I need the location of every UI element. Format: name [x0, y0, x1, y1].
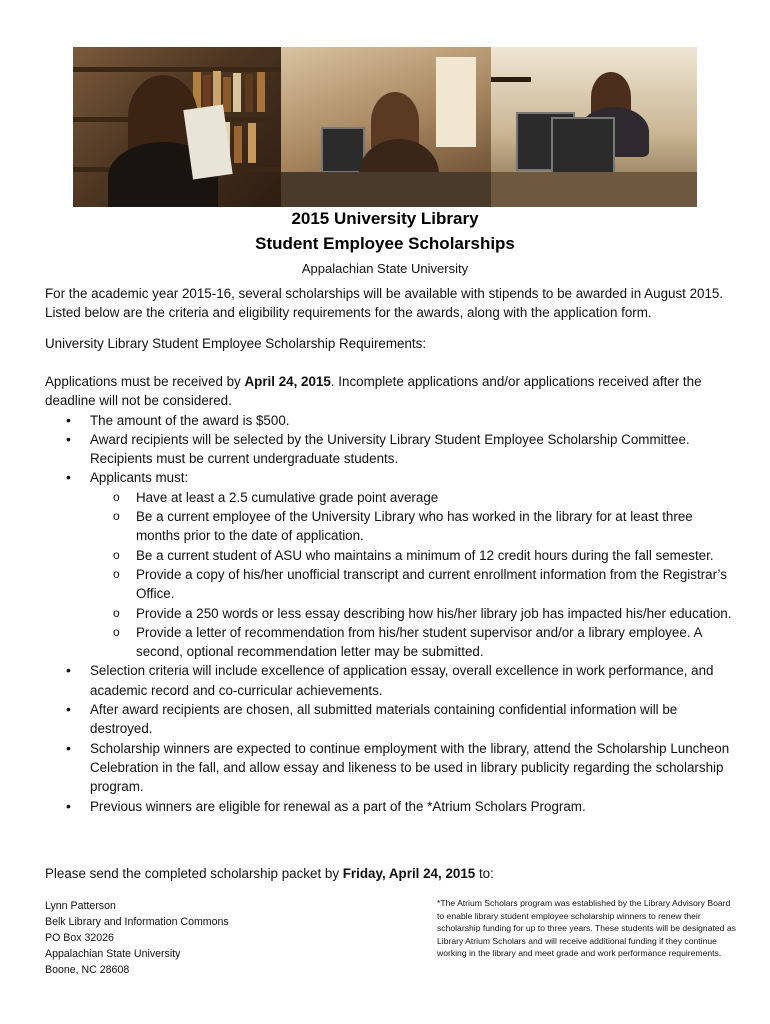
list-item-materials-destroyed: • After award recipients are chosen, all submitted materials containing confidential information will be destroyed.: [45, 700, 735, 739]
address-line: Belk Library and Information Commons: [45, 916, 229, 928]
atrium-scholars-footnote: *The Atrium Scholars program was established by the Library Advisory Board to enable library student employee scholarship winners to renew their scholarship funding for up to three years. These students will be designated as Library Atrium Scholars and will receive additional funding if they continue working in the library and meet grade and work performance requirements.: [437, 898, 736, 959]
requirements-heading: University Library Student Employee Scholarship Requirements:: [45, 336, 427, 351]
list-item-continue-employment: • Scholarship winners are expected to continue employment with the library, attend the Scholarship Luncheon Celebration in the fall, and allow essay and likeness to be used in library publicity regarding the scholarship program.: [45, 739, 735, 797]
sub-item-recommendation: o Provide a letter of recommendation from his/her student supervisor and/or a library employee. A second, optional recommendation letter may be submitted.: [90, 623, 735, 662]
sub-item-transcript: o Provide a copy of his/her unofficial transcript and current enrollment information from the Registrar’s Office.: [90, 565, 735, 604]
address-line: Lynn Patterson: [45, 900, 116, 912]
list-item-renewal: • Previous winners are eligible for renewal as a part of the *Atrium Scholars Program.: [45, 797, 735, 816]
sub-item-employee: o Be a current employee of the University Library who has worked in the library for at least three months prior to the date of application.: [90, 507, 735, 546]
list-item-committee: • Award recipients will be selected by the University Library Student Employee Scholarship Committee. Recipients must be current undergraduate students.: [45, 430, 735, 469]
requirements-list: [45, 411, 735, 816]
send-deadline-date: Friday, April 24, 2015: [342, 866, 476, 881]
list-item-applicants: • Applicants must: o Have at least a 2.5 cumulative grade point average o Be a current employee of the University Library who has worked in the library for at least three months prior to the date of application. o Be a current student of ASU who maintains a minimum of 12 credit hours during the fall semester. o Provide a copy of his/her unofficial transcript and current enrollment information from the Registrar’s Office. o Provide a 250 words or less essay describing how his/her library job has impacted his/her education. o Provide a letter of recommendation from his/her student supervisor and/or a library employee. A second, optional recommendation letter may be submitted.: [45, 468, 735, 661]
list-item-selection-criteria: • Selection criteria will include excellence of application essay, overall excellence in work performance, and academic record and co-curricular achievements.: [45, 661, 735, 700]
header-photo-banner: [73, 47, 697, 207]
applicant-requirements-list: [90, 488, 735, 662]
address-line: Appalachian State University: [45, 948, 181, 960]
intro-paragraph: For the academic year 2015-16, several scholarships will be available with stipends to be awarded in August 2015. Listed below are the criteria and eligibility requirements for the awards, along with the application form.: [45, 286, 724, 321]
list-item-award-amount: • The amount of the award is $500.: [45, 411, 735, 430]
page-title-line-1: 2015 University Library: [291, 209, 479, 228]
page-title-line-2: Student Employee Scholarships: [255, 234, 515, 253]
deadline-statement: Applications must be received by April 24, 2015. Incomplete applications and/or applications received after the deadline will not be considered.: [45, 374, 702, 409]
address-line: PO Box 32026: [45, 932, 114, 944]
address-line: Boone, NC 28608: [45, 964, 130, 976]
sub-item-gpa: o Have at least a 2.5 cumulative grade point average: [90, 488, 735, 507]
photo-student-at-bookshelf: [73, 47, 281, 207]
photo-student-at-desk: [281, 47, 491, 207]
deadline-date: April 24, 2015: [244, 374, 331, 389]
send-instructions: Please send the completed scholarship packet by Friday, April 24, 2015 to:: [45, 866, 494, 881]
requirements-section: [45, 372, 735, 816]
university-subtitle: Appalachian State University: [301, 261, 469, 276]
photo-student-at-computer: [491, 47, 697, 207]
sub-item-credit-hours: o Be a current student of ASU who maintains a minimum of 12 credit hours during the fall semester.: [90, 546, 735, 565]
mailing-address: [45, 898, 229, 978]
sub-item-essay: o Provide a 250 words or less essay describing how his/her library job has impacted his/her education.: [90, 604, 735, 623]
